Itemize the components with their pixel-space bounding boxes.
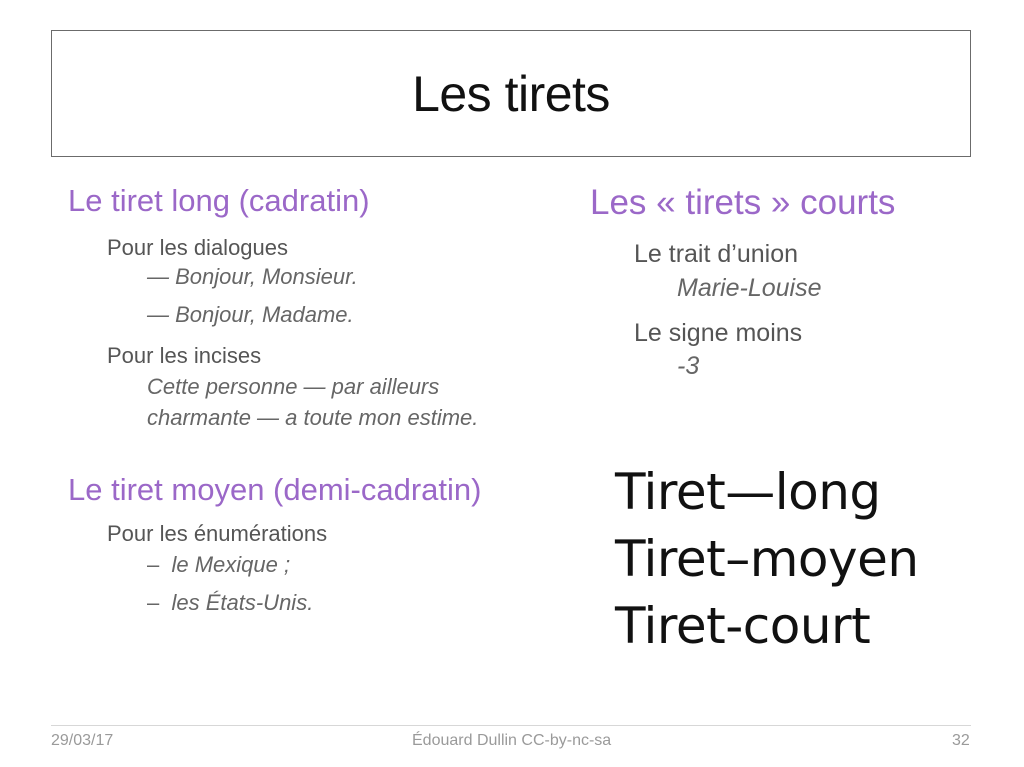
footer-page-number: 32 — [952, 732, 970, 749]
union-example: Marie-Louise — [677, 274, 822, 302]
enumeration-text-1: le Mexique ; — [171, 552, 291, 577]
slide-title: Les tirets — [412, 65, 610, 122]
incises-label: Pour les incises — [107, 343, 262, 368]
sample-short-dash: Tiret-court — [615, 597, 871, 655]
dialogues-label: Pour les dialogues — [107, 235, 289, 260]
minus-label: Le signe moins — [634, 319, 803, 347]
minus-example: -3 — [677, 352, 700, 380]
enumeration-dash: – — [147, 552, 160, 577]
incise-example-line-2: charmante — a toute mon estime. — [147, 405, 479, 430]
footer-date: 29/03/17 — [51, 732, 114, 749]
heading-short-dashes: Les « tirets » courts — [590, 183, 896, 222]
enumeration-dash: – — [147, 590, 160, 615]
dialogue-example-2: — Bonjour, Madame. — [147, 302, 354, 327]
enumeration-item-2 — [147, 590, 313, 616]
union-label: Le trait d’union — [634, 240, 799, 268]
sample-medium-dash: Tiret–moyen — [615, 530, 919, 588]
enumerations-label: Pour les énumérations — [107, 521, 328, 546]
dialogue-example-1: — Bonjour, Monsieur. — [147, 264, 358, 289]
incise-example-line-1: Cette personne — par ailleurs — [147, 374, 440, 399]
heading-medium-dash: Le tiret moyen (demi-cadratin) — [68, 472, 482, 507]
sample-long-dash: Tiret—long — [615, 463, 881, 521]
footer-author: Édouard Dullin CC-by-nc-sa — [412, 732, 612, 749]
enumeration-text-2: les États-Unis. — [171, 590, 314, 615]
title-box — [51, 30, 971, 157]
enumeration-item-1 — [147, 552, 290, 578]
heading-long-dash: Le tiret long (cadratin) — [68, 183, 370, 218]
footer-divider — [51, 725, 971, 726]
